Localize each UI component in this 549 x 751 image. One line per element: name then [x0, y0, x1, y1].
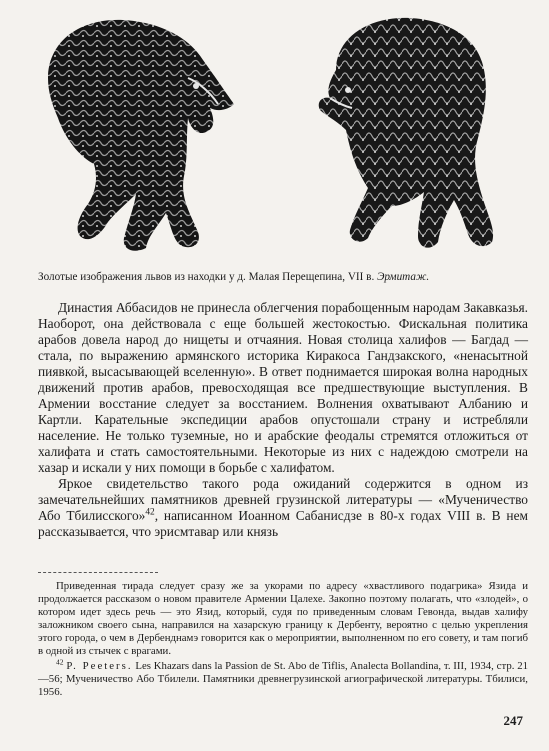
footnote-42	[38, 657, 529, 699]
footnote-42-number: 42	[56, 657, 64, 667]
lions-figure	[38, 8, 508, 258]
main-text	[38, 300, 528, 540]
paragraph-1: Династия Аббасидов не принесла облегчения порабощенным народам Закавказья. Наоборот, она действовала с еще большей жестокостью. Фискальная политика арабов довела народ до нищеты и отчаяния. Новая столица халифов — Багдад — стала, по выражению армянского историка Киракоса Гандзакского, «ненасытной пиявкой, высасывающей вселенную». В ответ поднимается широкая волна народных движений против арабов, превосходящая все предшествующие выступления. В Армении восстание следует за восстанием. Волнения охватывают Албанию и Картли. Карательные экспедиции арабов опустошали страну и истребляли население. Не только туземные, но и арабские феодалы стремятся отложиться от халифата и стать самостоятельными. Некоторые из них с надеждою смотрели на хазар и искали у них помощи в борьбе с халифатом.	[38, 300, 528, 475]
golden-lion-right-image	[306, 10, 506, 260]
page-number: 247	[503, 713, 523, 728]
paragraph-2	[38, 476, 528, 540]
footnote-42-text: Les Khazars dans la Passion de St. Abo de Tiflis, Analecta Bollandina, т. III, 1934, стр. 21—56; Мученичество Або Тбилели. Памятники древнегрузинской агиографической литературы. Тбилиси, 1956.	[38, 660, 529, 698]
footnotes	[38, 580, 528, 699]
paragraph-2-text-end: , написанном Иоанном Сабанисдзе в 80-х годах VIII в. В нем рассказывается, что эрисмтавар или князь	[38, 508, 529, 539]
golden-lion-left-image	[38, 8, 248, 258]
footnote-divider	[38, 572, 158, 573]
footnote-continued: Приведенная тирада следует сразу же за укорами по адресу «хвастливого подагрика» Язида и продолжается рассказом о новом правителе Армении Цалехе. Закопно поэтому полагать, что «злодей», о котором идет здесь речь — это Язид, который, судя по приведенным словам Гевонда, выдав халифу заложником своего сына, направился на хазарскую границу к Дербенту, вероятно с целью укрепления этого города, о чем в Дербенднамэ говорится как о мероприятии, выполненном по его совету, и там погиб в одной из стычек с врагами.	[38, 580, 528, 657]
paragraph-2-text-start: Яркое свидетельство такого рода ожиданий содержится в одном из замечательнейших памятников древней грузинской литературы — «Мученичество Або Тбилисского»	[38, 476, 528, 523]
figure-caption	[38, 270, 518, 284]
caption-main: Золотые изображения львов из находки у д. Малая Перещепина, VII в.	[38, 271, 375, 283]
footnote-ref-42: 42	[145, 507, 155, 518]
caption-location: Эрмитаж.	[377, 271, 430, 283]
footnote-42-author: P. Peeters.	[66, 660, 133, 672]
